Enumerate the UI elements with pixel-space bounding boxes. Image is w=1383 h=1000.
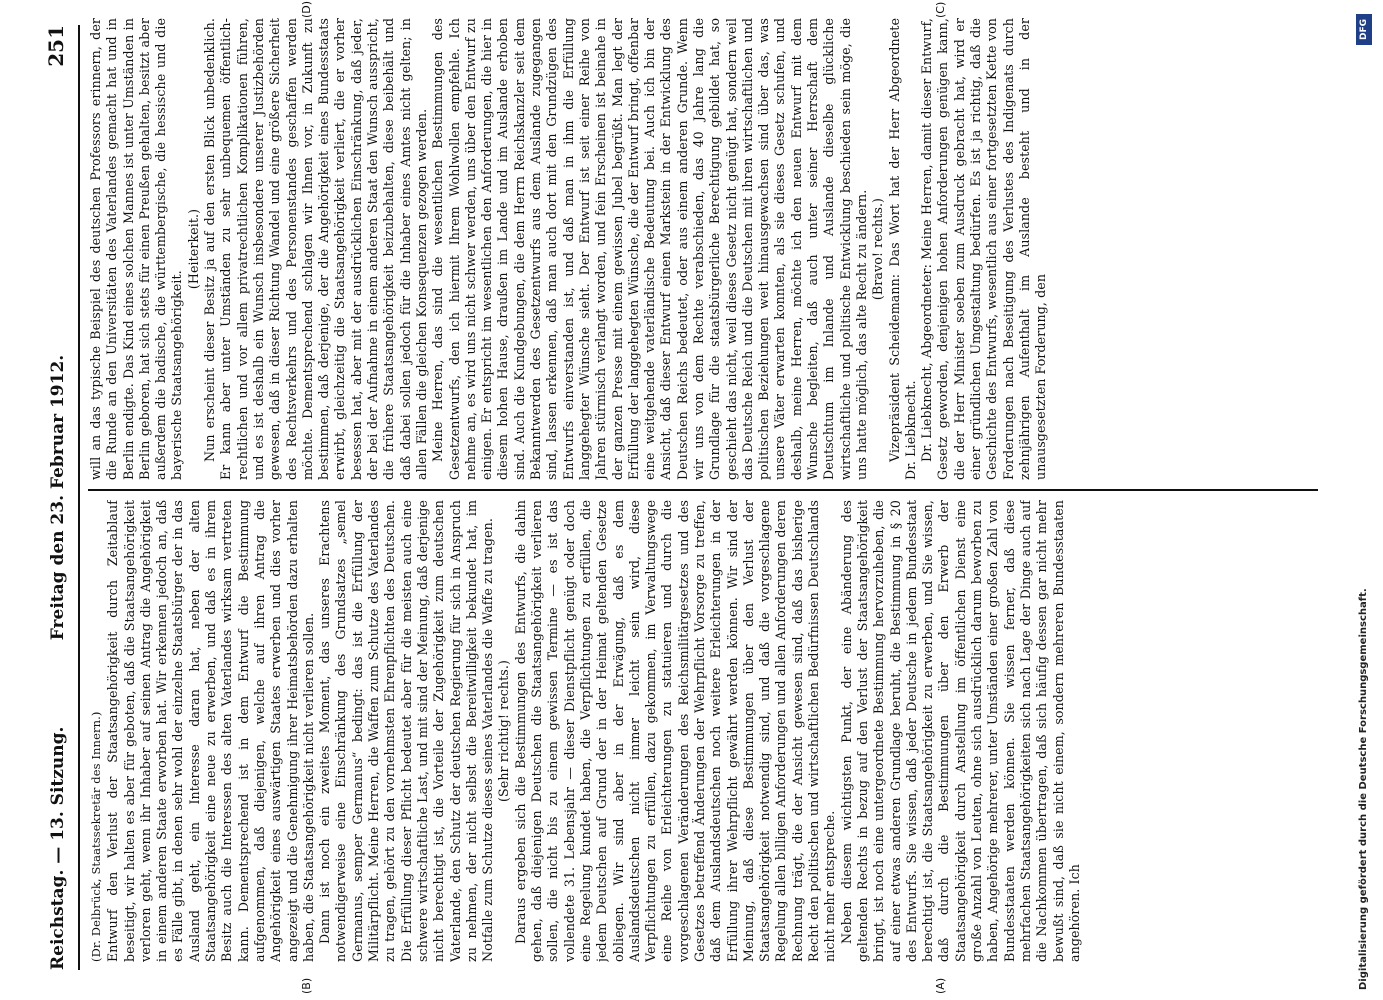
header-date: Freitag den 23. Februar 1912.	[48, 354, 68, 641]
speaker-attribution: (Dr. Delbrück, Staatssekretär des Innern.)	[89, 711, 103, 962]
paragraph: Daraus ergeben sich die Bestimmungen des Entwurfs, die dahin gehen, daß diejenigen Deutschen die Staatsangehörigkeit verlieren sollen, die nicht bis zu einem gewissen Termine — es ist das vollendete 31. Lebensjahr — dieser Dienstpflicht genügt oder doch eine Regelung kundet haben, die Verpflichtungen zu erfüllen, die jedem Deutschen auf Grund der in der Heimat geltenden Gesetze obliegen. Wir sind aber in der Erwägung, daß es dem Auslandsdeutschen nicht immer leicht sein wird, diese Verpflichtungen zu erfüllen, dazu gekommen, im Verwaltungswege eine Reihe von Erleichterungen zu statuieren und durch die vorgeschlagenen Veränderungen des Reichsmilitärgesetzes und des Gesetzes betreffend Änderungen der Wehrpflicht Vorsorge zu treffen, daß dem Auslandsdeutschen noch weitere Erleichterungen in der Erfüllung ihrer Wehrpflicht gewährt werden können. Wir sind der Meinung, daß diese Bestimmungen über den Verlust der Staatsangehörigkeit notwendig sind, und daß die vorgeschlagene Regelung allen billigen Anforderungen und allen Anforderungen deren Rechnung trägt, die der Ansicht gewesen sind, daß das bisherige Recht den politischen und wirtschaftlichen Bedürfnissen Deutschlands nicht mehr entspreche.	[512, 500, 838, 962]
margin-marker-d: (D)	[300, 0, 313, 18]
paragraph: will an das typische Beispiel des deutschen Professors erinnern, der die Runde an den Universitäten des Vaterlandes gemacht hat und in Berlin endigte. Das Kind eines solchen Mannes ist unter Umständen in Berlin geboren, hat sich stets für einen Preußen gehalten, besitzt aber außerdem die badische, die württembergische, die hessische und die bayerische Staatsangehörigkeit.	[88, 18, 185, 480]
page-header	[40, 25, 74, 970]
right-column	[88, 18, 1318, 480]
digitization-credit: Digitalisierung gefördert durch die Deutsche Forschungsgemeinschaft.	[1358, 588, 1369, 990]
paragraph: Nun erscheint dieser Besitz ja auf den ersten Blick unbedenklich. Er kann aber unter Umständen zu sehr unbequemen öffentlich-rechtlichen und vor allem privatrechtlichen Komplikationen führen, und es ist deshalb ein Wunsch insbesondere unserer Justizbehörden gewesen, daß in dieser Richtung Wandel und eine größere Sicherheit des Rechtsverkehrs und des Personenstandes geschaffen werden möchte. Dementsprechend schlagen wir Ihnen vor, in Zukunft zu bestimmen, daß derjenige, der die Angehörigkeit eines Bundesstaats erwirbt, gleichzeitig die Staatsangehörigkeit verliert, die er vorher besessen hat, aber mit der ausdrücklichen Einschränkung, daß jeder, der bei der Aufnahme in einem anderen Staat den Wunsch ausspricht, die frühere Staatsangehörigkeit beizubehalten, diese beibehält und daß dabei sollen jedoch für die Inhaber eines Amtes nicht gelten; in allen Fällen die gleichen Konsequenzen gezogen werden.	[202, 18, 429, 480]
dfg-logo: DFG	[1356, 14, 1372, 45]
column-divider	[88, 489, 1318, 491]
header-session: Reichstag. — 13. Sitzung.	[48, 726, 68, 970]
paragraph: Entwurf den Verlust der Staatsangehörigkeit durch Zeitablauf beseitigt, wir halten es aber für geboten, daß die Staatsangehörigkeit verloren geht, wenn ihr Inhaber auf seinen Antrag die Angehörigkeit in einem anderen Staate erworben hat. Wir erkennen jedoch an, daß es Fälle gibt, in denen sehr wohl der einzelne Staatsbürger der in das Ausland geht, ein Interesse daran hat, neben der alten Staatsangehörigkeit eine neue zu erwerben, und daß es in ihrem Besitz auch die Interessen des alten Vaterlandes wirksam vertreten kann. Dementsprechend ist in dem Entwurf die Bestimmung aufgenommen, daß diejenigen, welche auf ihren Antrag die Angehörigkeit eines auswärtigen Staates erwerben und dies vorher angezeigt und die Genehmigung ihrer Heimatsbehörden dazu erhalten haben, die Staatsangehörigkeit nicht verlieren sollen.	[105, 500, 316, 962]
margin-marker-b: (B)	[300, 977, 313, 994]
header-rule	[78, 25, 80, 970]
interjection: (Bravo! rechts.)	[870, 197, 886, 301]
interjection: (Heiterkeit.)	[185, 208, 201, 290]
interjection: (Sehr richtig! rechts.)	[496, 660, 512, 802]
margin-marker-c: (C)	[934, 1, 947, 18]
paragraph: Dr. Liebknecht, Abgeordneter: Meine Herren, damit dieser Entwurf, Gesetz geworden, denjenigen hohen Anforderungen genügen kann, die der Herr Minister soeben zum Ausdruck gebracht hat, wird er einer gründlichen Umgestaltung bedürfen. Es ist ja richtig, daß die Geschichte des Entwurfs, wesentlich aus einer fortgesetzten Kette von Forderungen nach Beseitigung des Verlustes des Indigenats durch zehnjährigen Aufenthalt im Auslande besteht und in der unausgesetzten Forderung, den	[919, 18, 1049, 480]
paragraph: Vizepräsident Scheidemann: Das Wort hat der Herr Abgeordnete Dr. Liebknecht.	[886, 18, 918, 480]
left-column	[88, 500, 1318, 962]
page-number: 251	[44, 25, 68, 67]
paragraph: Meine Herren, das sind die wesentlichen Bestimmungen des Gesetzentwurfs, den ich hiermit Ihrem Wohlwollen empfehle. Ich nehme an, es wird uns nicht schwer werden, uns über den Entwurf zu einigen. Er entspricht im wesentlichen den Anforderungen, die hier in diesem hohen Hause, draußen im Lande und im Auslande erhoben sind. Auch die Kundgebungen, die dem Herrn Reichskanzler seit dem Bekanntwerden des Gesetzentwurfs aus dem Auslande zugegangen sind, lassen erkennen, daß man auch dort mit den Grundzügen des Entwurfs einverstanden ist, und daß man in ihm die Erfüllung langgehegter Wünsche sieht. Der Entwurf ist seit einer Reihe von Jahren stürmisch verlangt worden, und fein Erscheinen ist beinahe in der ganzen Presse mit einem gewissen Jubel begrüßt. Man legt der Erfüllung der langgehegten Wünsche, die der Entwurf bringt, offenbar eine weitgehende vaterländische Bedeutung bei. Auch ich bin der Ansicht, daß dieser Entwurf einen Markstein in der Entwicklung des Deutschen Reichs bedeutet, oder aus einem anderen Grunde. Wenn wir uns von dem Rechte verabschieden, das 40 Jahre lang die Grundlage für die staatsbürgerliche Berechtigung gebildet hat, so geschieht das nicht, weil dieses Gesetz nicht genügt hat, sondern weil das Deutsche Reich und die Deutschen mit ihren wirtschaftlichen und politischen Beziehungen weit hinausgewachsen sind über das, was unsere Väter erwarten konnten, als sie dieses Gesetz schufen, und deshalb, meine Herren, möchte ich den neuen Entwurf mit dem Wunsche begleiten, daß auch unter seiner Herrschaft dem Deutschtum im Inlande und Auslande dieselbe glückliche wirtschaftliche und politische Entwicklung beschieden sein möge, die uns hatte möglich, das alte Recht zu ändern.	[430, 18, 869, 480]
margin-marker-a: (A)	[934, 977, 947, 994]
paragraph: Neben diesem wichtigsten Punkt, der eine Abänderung des geltenden Rechts in bezug auf den Verlust der Staatsangehörigkeit bringt, ist noch eine untergeordnete Bestimmung hervorzuheben, die auf einer etwas anderen Grundlage beruht, die Bestimmung in § 20 des Entwurfs. Sie wissen, daß jeder Deutsche in jedem Bundesstaat berechtigt ist, die Staatsangehörigkeit zu erwerben, und Sie wissen, daß durch die Bestimmungen über den Erwerb der Staatsangehörigkeit durch Anstellung im öffentlichen Dienst eine große Anzahl von Leuten, ohne sich ausdrücklich darum beworben zu haben, Angehörige mehrerer, unter Umständen einer großen Zahl von Bundesstaaten werden können. Sie wissen ferner, daß diese mehrfachen Staatsangehörigkeiten sich nach Lage der Dinge auch auf die Nachkommen übertragen, daß sich häufig dessen gar nicht mehr bewußt sind, daß sie nicht einem, sondern mehreren Bundesstaaten angehören. Ich	[838, 500, 1082, 962]
paragraph: Dann ist noch ein zweites Moment, das unseres Erachtens notwendigerweise eine Einschränkung des Grundsatzes „semel Germanus, semper Germanus“ bedingt: das ist die Erfüllung der Militärpflicht. Meine Herren, die Waffen zum Schutze des Vaterlandes zu tragen, gehört zu den vornehmsten Ehrenpflichten des Deutschen. Die Erfüllung dieser Pflicht bedeutet aber für die meisten auch eine schwere wirtschaftliche Last, und mit sind der Meinung, daß derjenige nicht berechtigt ist, die Vorteile der Zugehörigkeit zum deutschen Vaterlande, den Schutz der deutschen Regierung für sich in Anspruch zu nehmen, der nicht selbst die Bereitwilligkeit bekundet hat, im Notfalle zum Schutze dieses seines Vaterlandes die Waffe zu tragen.	[317, 500, 496, 962]
